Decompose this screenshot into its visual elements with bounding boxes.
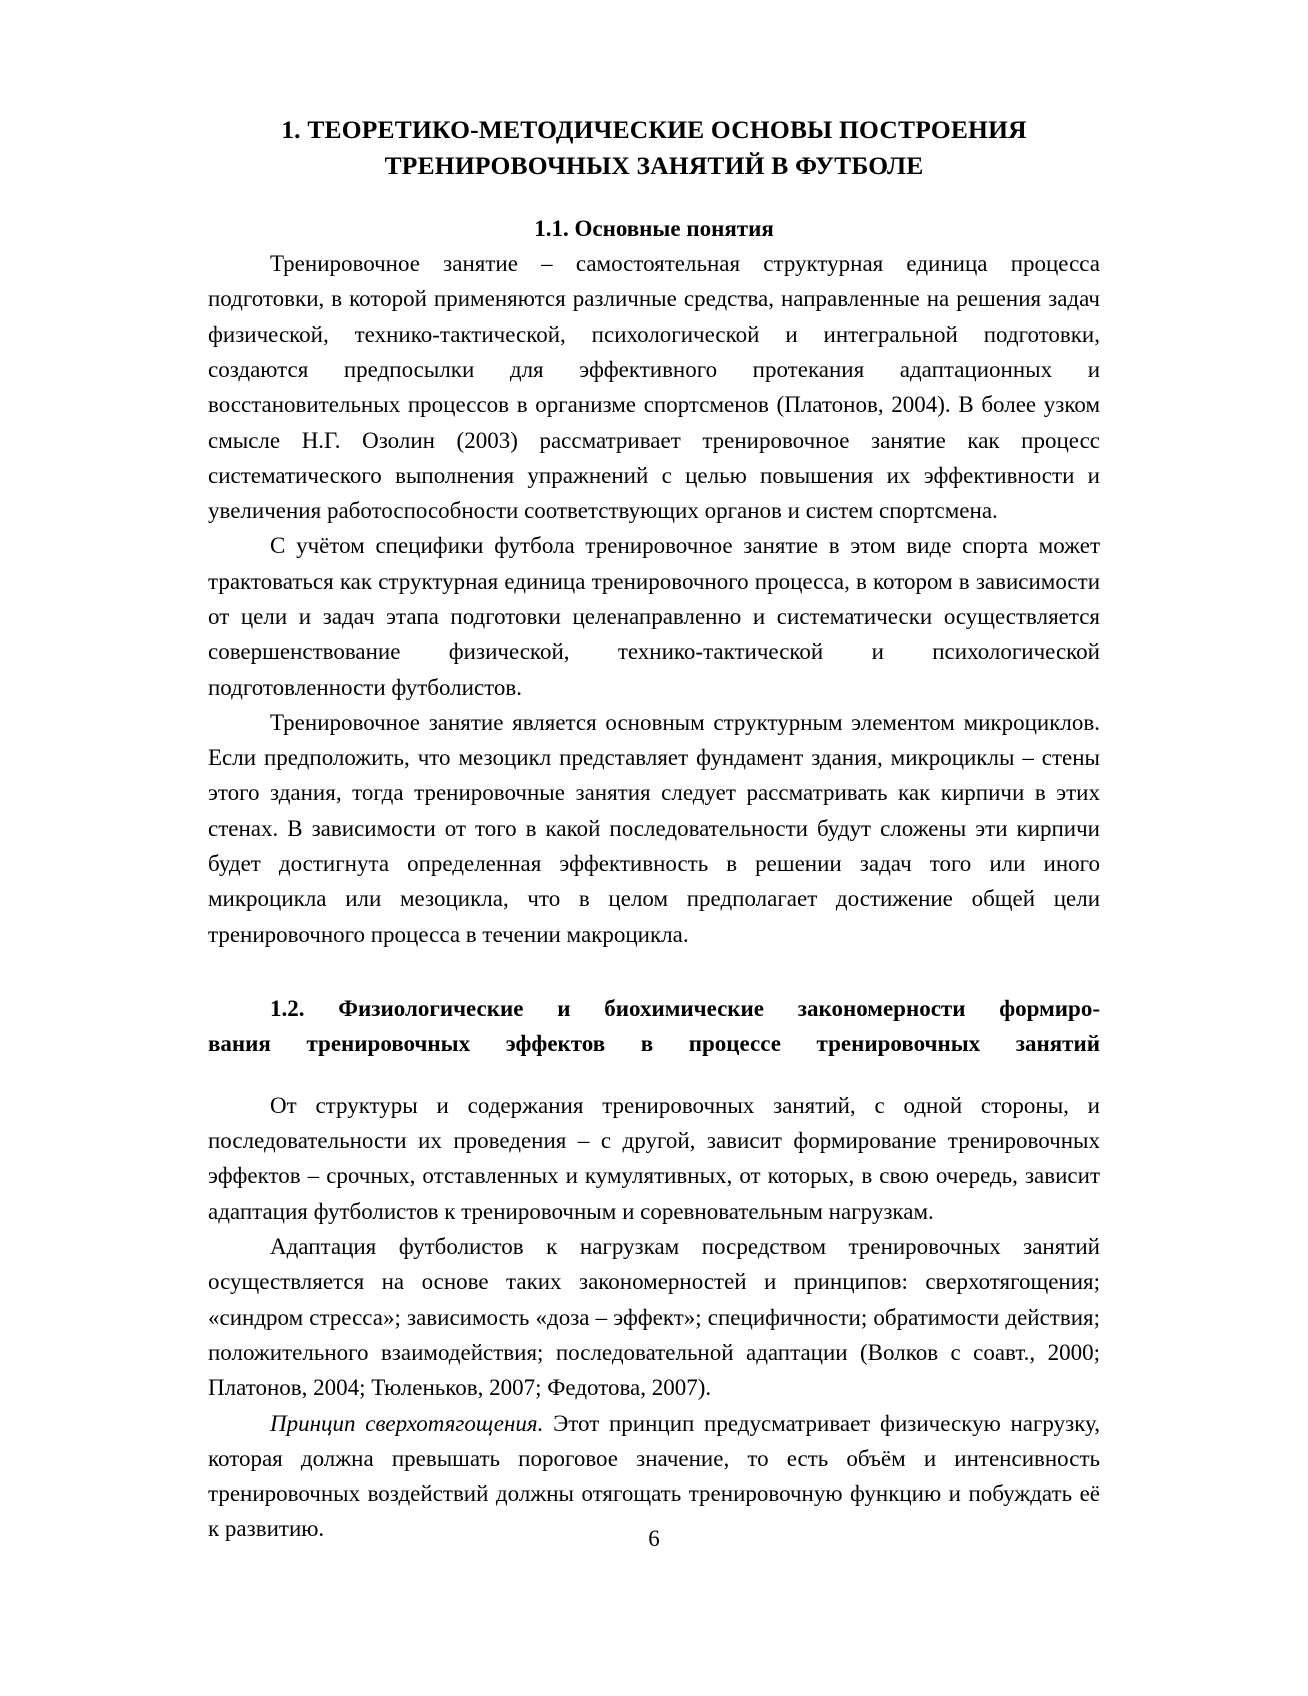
section-heading-1-1: 1.1. Основные понятия [534,216,774,242]
spacer [208,952,1100,992]
page-title-line-1: 1. ТЕОРЕТИКО-МЕТОДИЧЕСКИЕ ОСНОВЫ ПОСТРОЕНИЯ [281,115,1027,144]
principle-term: Принцип сверхотягощения. [270,1410,544,1436]
section-heading-1-2-line-2: вания тренировочных эффектов в процессе тренировочных занятий [208,1030,1100,1056]
paragraph-1-1-2: С учётом специфики футбола тренировочное занятие в этом виде спорта может трактоваться как структурная единица тренировочного процесса, в котором в зависимости от цели и задач этапа подготовки целенаправленно и систематически осуществляется совершенствование физической, технико-тактической и психологической подготовленности футболистов. [208,533,1100,700]
page-number: 6 [648,1526,660,1551]
paragraph-1-2-1: От структуры и содержания тренировочных занятий, с одной стороны, и последовательности их проведения – с другой, зависит формирование тренировочных эффектов – срочных, отставленных и кумулятивных, от которых, в свою очередь, зависит адаптация футболистов к тренировочным и соревновательным нагрузкам. [208,1092,1100,1224]
section-heading-1-2 [208,992,1100,1062]
paragraph-1-1-1: Тренировочное занятие – самостоятельная структурная единица процесса подготовки, в которой применяются различные средства, направленные на решения задач физической, технико-тактической, психологической и интегральной подготовки, создаются предпосылки для эффективного протекания адаптационных и восстановительных процессов в организме спортсменов (Платонов, 2004). В более узком смысле Н.Г. Озолин (2003) рассматривает тренировочное занятие как процесс систематического выполнения упражнений с целью повышения их эффективности и увеличения работоспособности соответствующих органов и систем спортсмена. [208,251,1100,524]
page-title [208,112,1100,183]
spacer [208,1062,1100,1088]
principle-text: Этот принцип предусматривает физическую нагрузку, которая должна превышать пороговое значение, то есть объём и интенсивность тренировочных воздействий должны отягощать тренировочную функцию и побуждать её к развитию. [208,1410,1100,1542]
section-heading-1-2-line-1: 1.2. Физиологические и биохимические закономерности формиро- [270,995,1100,1021]
spacer [208,189,1100,199]
paragraph-1-1-3: Тренировочное занятие является основным структурным элементом микроциклов. Если предположить, что мезоцикл представляет фундамент здания, микроциклы – стены этого здания, тогда тренировочные занятия следует рассматривать как кирпичи в этих стенах. В зависимости от того в какой последовательности будут сложены эти кирпичи будет достигнута определенная эффективность в решении задач того или иного микроцикла или мезоцикла, что в целом предполагает достижение общей цели тренировочного процесса в течении макроцикла. [208,709,1100,947]
page-content [208,112,1100,1547]
page-title-line-2: ТРЕНИРОВОЧНЫХ ЗАНЯТИЙ В ФУТБОЛЕ [384,150,924,180]
paragraph-1-2-2: Адаптация футболистов к нагрузкам посредством тренировочных занятий осуществляется на основе таких закономерностей и принципов: сверхотягощения; «синдром стресса»; зависимость «доза – эффект»; специфичности; обратимости действия; положительного взаимодействия; последовательной адаптации (Волков с соавт., 2000; Платонов, 2004; Тюленьков, 2007; Федотова, 2007). [208,1234,1100,1401]
